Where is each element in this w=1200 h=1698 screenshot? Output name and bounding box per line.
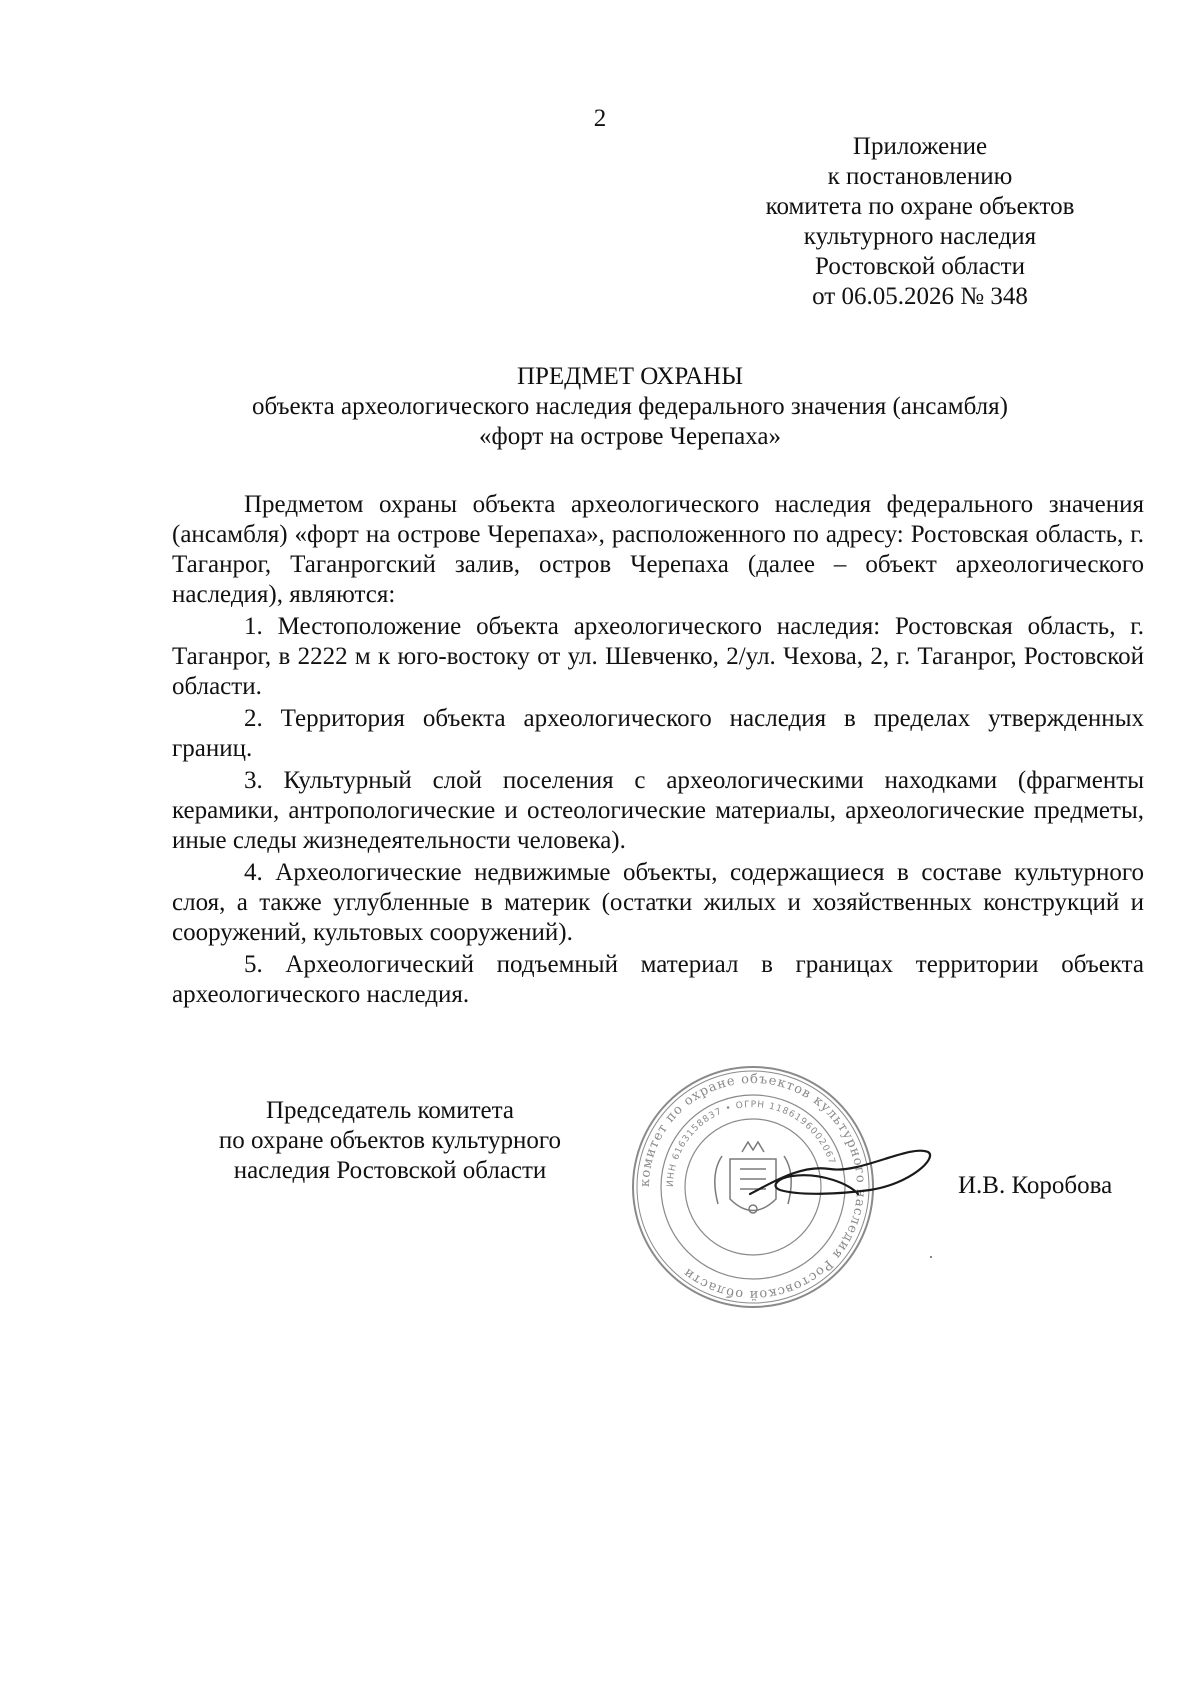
- scan-dot: [930, 1256, 932, 1258]
- appendix-header: [720, 132, 1120, 312]
- appendix-line: Ростовской области: [815, 253, 1025, 280]
- document-body: [172, 490, 1144, 1012]
- list-item: 2. Территория объекта археологического наследия в пределах утвержденных границ.: [172, 705, 1144, 762]
- signatory-position-line: по охране объектов культурного: [218, 1127, 562, 1154]
- list-item: 5. Археологический подъемный материал в границах территории объекта археологического наследия.: [172, 951, 1144, 1008]
- document-heading: ПРЕДМЕТ ОХРАНЫ: [516, 363, 744, 390]
- handwritten-signature: [740, 1124, 940, 1224]
- appendix-line: к постановлению: [827, 163, 1013, 190]
- page-number: 2: [593, 105, 607, 132]
- document-title-block: [172, 362, 1088, 452]
- document-subtitle: объекта археологического наследия федерального значения (ансамбля): [252, 393, 1008, 420]
- appendix-line: культурного наследия: [803, 223, 1037, 250]
- list-item: 1. Местоположение объекта археологического наследия: Ростовская область, г. Таганрог, в 2222 м к юго-востоку от ул. Шевченко, 2/ул. Чехова, 2, г. Таганрог, Ростовской области.: [172, 613, 1144, 700]
- seal-inner-text: ИНН 6163158837 • ОГРН 1186196002067: [665, 1099, 837, 1188]
- appendix-line: комитета по охране объектов: [765, 193, 1075, 220]
- list-item: 3. Культурный слой поселения с археологическими находками (фрагменты керамики, антропологические и остеологические материалы, археологические предметы, иные следы жизнедеятельности человека).: [172, 767, 1144, 854]
- appendix-line: Приложение: [852, 133, 988, 160]
- intro-paragraph: Предметом охраны объекта археологического наследия федерального значения (ансамбля) «форт на острове Черепаха», расположенного по адресу: Ростовская область, г. Таганрог, Таганрогский залив, остров Черепаха (далее – объект археологического наследия), являются:: [172, 491, 1144, 608]
- signatory-position-line: Председатель комитета: [266, 1097, 514, 1124]
- appendix-line: от 06.05.2026 № 348: [812, 283, 1028, 310]
- signatory-name: И.В. Коробова: [958, 1172, 1113, 1199]
- signatory-position-line: наследия Ростовской области: [233, 1157, 547, 1184]
- list-item: 4. Археологические недвижимые объекты, содержащиеся в составе культурного слоя, а также углубленные в материк (остатки жилых и хозяйственных конструкций и сооружений, культовых сооружений).: [172, 859, 1144, 946]
- signatory-position: [190, 1096, 590, 1186]
- seal-outer-text: комитет по охране объектов культурного наследия Ростовской области: [637, 1071, 869, 1303]
- document-subtitle: «форт на острове Черепаха»: [479, 423, 781, 450]
